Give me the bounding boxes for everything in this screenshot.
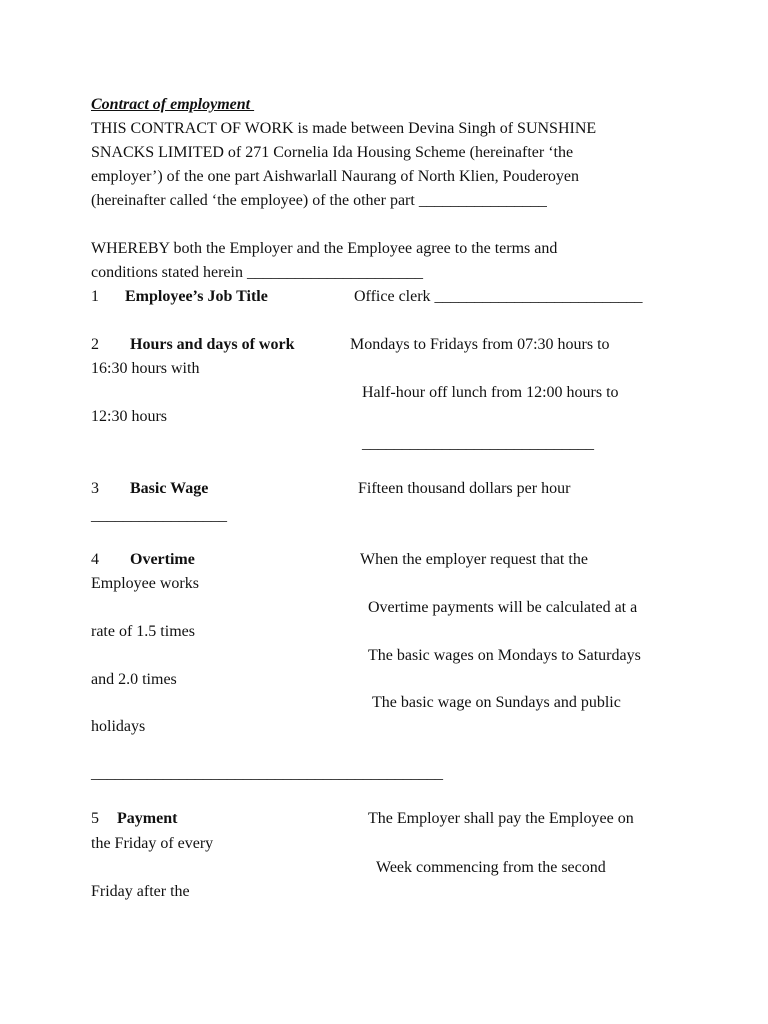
whereby-line: conditions stated herein ______________________ <box>91 264 423 281</box>
intro-line: SNACKS LIMITED of 271 Cornelia Ida Housing Scheme (hereinafter ‘the <box>91 144 574 161</box>
section-4-line: Employee works <box>91 575 199 592</box>
intro-line: THIS CONTRACT OF WORK is made between Devina Singh of SUNSHINE <box>91 120 597 137</box>
section-3-heading: Basic Wage <box>130 480 209 497</box>
section-2-blank-line: _____________________________ <box>362 435 594 452</box>
section-5-line: Week commencing from the second <box>376 859 606 876</box>
section-2-text: Mondays to Fridays from 07:30 hours to <box>350 336 610 353</box>
section-4-line: rate of 1.5 times <box>91 623 195 640</box>
document-title: Contract of employment <box>91 96 255 113</box>
section-1-heading: Employee’s Job Title <box>125 288 268 305</box>
section-1-text: Office clerk __________________________ <box>354 288 643 305</box>
intro-line: (hereinafter called ‘the employee) of the other part ________________ <box>91 192 547 209</box>
section-5-line: the Friday of every <box>91 835 214 852</box>
section-4-blank-line: ____________________________________________ <box>91 765 443 782</box>
section-4-line: holidays <box>91 718 146 735</box>
whereby-line: WHEREBY both the Employer and the Employee agree to the terms and <box>91 240 558 257</box>
section-4-line: and 2.0 times <box>91 671 177 688</box>
section-2-heading: Hours and days of work <box>130 336 295 353</box>
section-2-number: 2 <box>91 336 99 353</box>
section-4-line: Overtime payments will be calculated at a <box>368 599 638 616</box>
section-5-text: The Employer shall pay the Employee on <box>368 810 634 827</box>
section-4-line: The basic wages on Mondays to Saturdays <box>368 647 641 664</box>
section-4-text: When the employer request that the <box>360 551 588 568</box>
section-4-heading: Overtime <box>130 551 195 568</box>
section-2-line: 16:30 hours with <box>91 360 200 377</box>
section-3-blank-line: _________________ <box>91 507 227 524</box>
section-1-number: 1 <box>91 288 99 305</box>
section-5-heading: Payment <box>117 810 178 827</box>
section-5-number: 5 <box>91 810 99 827</box>
section-5-line: Friday after the <box>91 883 190 900</box>
section-4-number: 4 <box>91 551 99 568</box>
section-4-line: The basic wage on Sundays and public <box>372 694 621 711</box>
section-3-text: Fifteen thousand dollars per hour <box>358 480 571 497</box>
section-2-line: Half-hour off lunch from 12:00 hours to <box>362 384 619 401</box>
section-2-line: 12:30 hours <box>91 408 167 425</box>
intro-line: employer’) of the one part Aishwarlall Naurang of North Klien, Pouderoyen <box>91 168 580 185</box>
section-3-number: 3 <box>91 480 99 497</box>
